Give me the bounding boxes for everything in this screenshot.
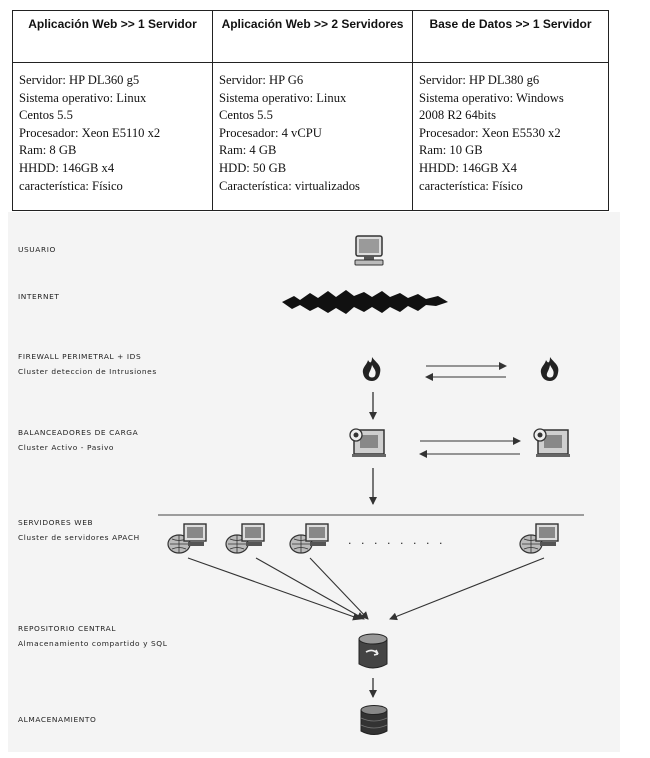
spec-line: 2008 R2 64bits — [419, 108, 496, 123]
spec-line: Centos 5.5 — [219, 108, 273, 123]
label-repo-sub: Almacenamiento compartido y SQL — [18, 639, 168, 648]
label-internet: INTERNET — [18, 292, 60, 301]
database-storage-icon — [358, 704, 390, 738]
spec-line: Servidor: HP G6 — [219, 73, 304, 87]
arrow-web2-to-repo — [256, 558, 364, 619]
spec-cell-web-2 — [213, 63, 413, 211]
web-server-icon — [518, 522, 562, 558]
database-repository-icon — [356, 632, 390, 672]
spec-line: Procesador: Xeon E5530 x2 — [419, 125, 561, 140]
spec-line: Característica: virtualizados — [219, 178, 360, 193]
firewall-icon — [358, 355, 386, 383]
header-web-2-servers: Aplicación Web >> 2 Servidores — [213, 11, 413, 63]
header-web-1-server: Aplicación Web >> 1 Servidor — [13, 11, 213, 63]
label-balancer-sub: Cluster Activo - Pasivo — [18, 443, 115, 452]
label-firewall-sub: Cluster deteccion de Intrusiones — [18, 367, 157, 376]
label-balancer-title: BALANCEADORES DE CARGA — [18, 428, 139, 437]
spec-line: HHDD: 146GB X4 — [419, 160, 517, 175]
label-storage-title: ALMACENAMIENTO — [18, 715, 97, 724]
spec-line: Ram: 10 GB — [419, 143, 483, 158]
label-firewall-title: FIREWALL PERIMETRAL + IDS — [18, 352, 142, 361]
spec-line: Centos 5.5 — [19, 108, 73, 123]
table-header-row — [13, 11, 609, 63]
spec-cell-web-1 — [13, 63, 213, 211]
spec-line: característica: Físico — [419, 178, 523, 193]
architecture-diagram — [8, 212, 620, 752]
label-webservers-title: SERVIDORES WEB — [18, 518, 94, 527]
label-webservers-sub: Cluster de servidores APACH — [18, 533, 140, 542]
spec-line: Ram: 4 GB — [219, 143, 277, 158]
computer-icon — [349, 234, 389, 268]
header-db-1-server: Base de Datos >> 1 Servidor — [413, 11, 609, 63]
arrow-web1-to-repo — [188, 558, 360, 619]
spec-line: HHDD: 146GB x4 — [19, 160, 115, 175]
spec-line: característica: Físico — [19, 178, 123, 193]
internet-cloud-icon — [280, 287, 450, 317]
load-balancer-backup-icon — [532, 426, 572, 460]
label-repo-title: REPOSITORIO CENTRAL — [18, 624, 117, 633]
web-server-icon — [288, 522, 332, 558]
server-spec-table — [12, 10, 609, 211]
web-server-icon — [166, 522, 210, 558]
web-server-icon — [224, 522, 268, 558]
arrow-webn-to-repo — [390, 558, 544, 619]
spec-line: Sistema operativo: Linux — [219, 90, 347, 105]
spec-line: HDD: 50 GB — [219, 160, 287, 175]
spec-line: Ram: 8 GB — [19, 143, 77, 158]
spec-line: Sistema operativo: Linux — [19, 90, 147, 105]
spec-cell-db-1 — [413, 63, 609, 211]
arrow-web3-to-repo — [310, 558, 368, 619]
ellipsis-more-servers: . . . . . . . . — [348, 534, 446, 547]
firewall-backup-icon — [536, 355, 564, 383]
spec-line: Procesador: 4 vCPU — [219, 125, 322, 140]
spec-line: Servidor: HP DL360 g5 — [19, 73, 140, 87]
spec-line: Procesador: Xeon E5110 x2 — [19, 125, 161, 140]
spec-line: Sistema operativo: Windows — [419, 90, 564, 105]
table-spec-row — [13, 63, 609, 211]
label-usuario: USUARIO — [18, 245, 56, 254]
load-balancer-icon — [348, 426, 388, 460]
spec-line: Servidor: HP DL380 g6 — [419, 73, 540, 87]
